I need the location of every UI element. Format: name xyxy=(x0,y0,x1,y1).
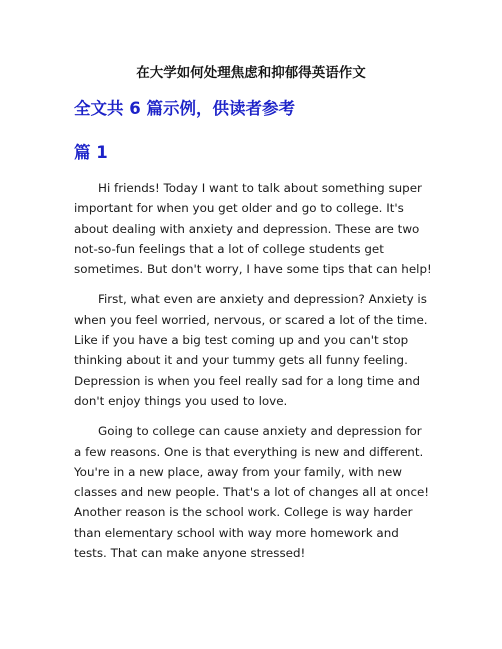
document-body xyxy=(74,178,432,573)
document-title: 在大学如何处理焦虑和抑郁得英语作文 xyxy=(136,65,366,81)
document-subtitle: 全文共 6 篇示例，供读者参考 xyxy=(74,99,295,118)
paragraph-2: First, what even are anxiety and depression? Anxiety is when you feel worried, nervous, or scared a lot of the time. Like if you have a big test coming up and you can't stop thinking about it and your tummy gets all funny feeling. Depression is when you feel really sad for a long time and don't enjoy things you used to love. xyxy=(74,292,428,408)
paragraph-1: Hi friends! Today I want to talk about something super important for when you get older and go to college. It's about dealing with anxiety and depression. These are two not-so-fun feelings that a lot of college students get sometimes. But don't worry, I have some tips that can help! xyxy=(74,181,432,277)
paragraph-3: Going to college can cause anxiety and depression for a few reasons. One is that everything is new and different. You're in a new place, away from your family, with new classes and new people. That's a lot of changes all at once! Another reason is the school work. College is way harder than elementary school with way more homework and tests. That can make anyone stressed! xyxy=(74,424,430,561)
section-heading: 篇 1 xyxy=(74,143,108,162)
